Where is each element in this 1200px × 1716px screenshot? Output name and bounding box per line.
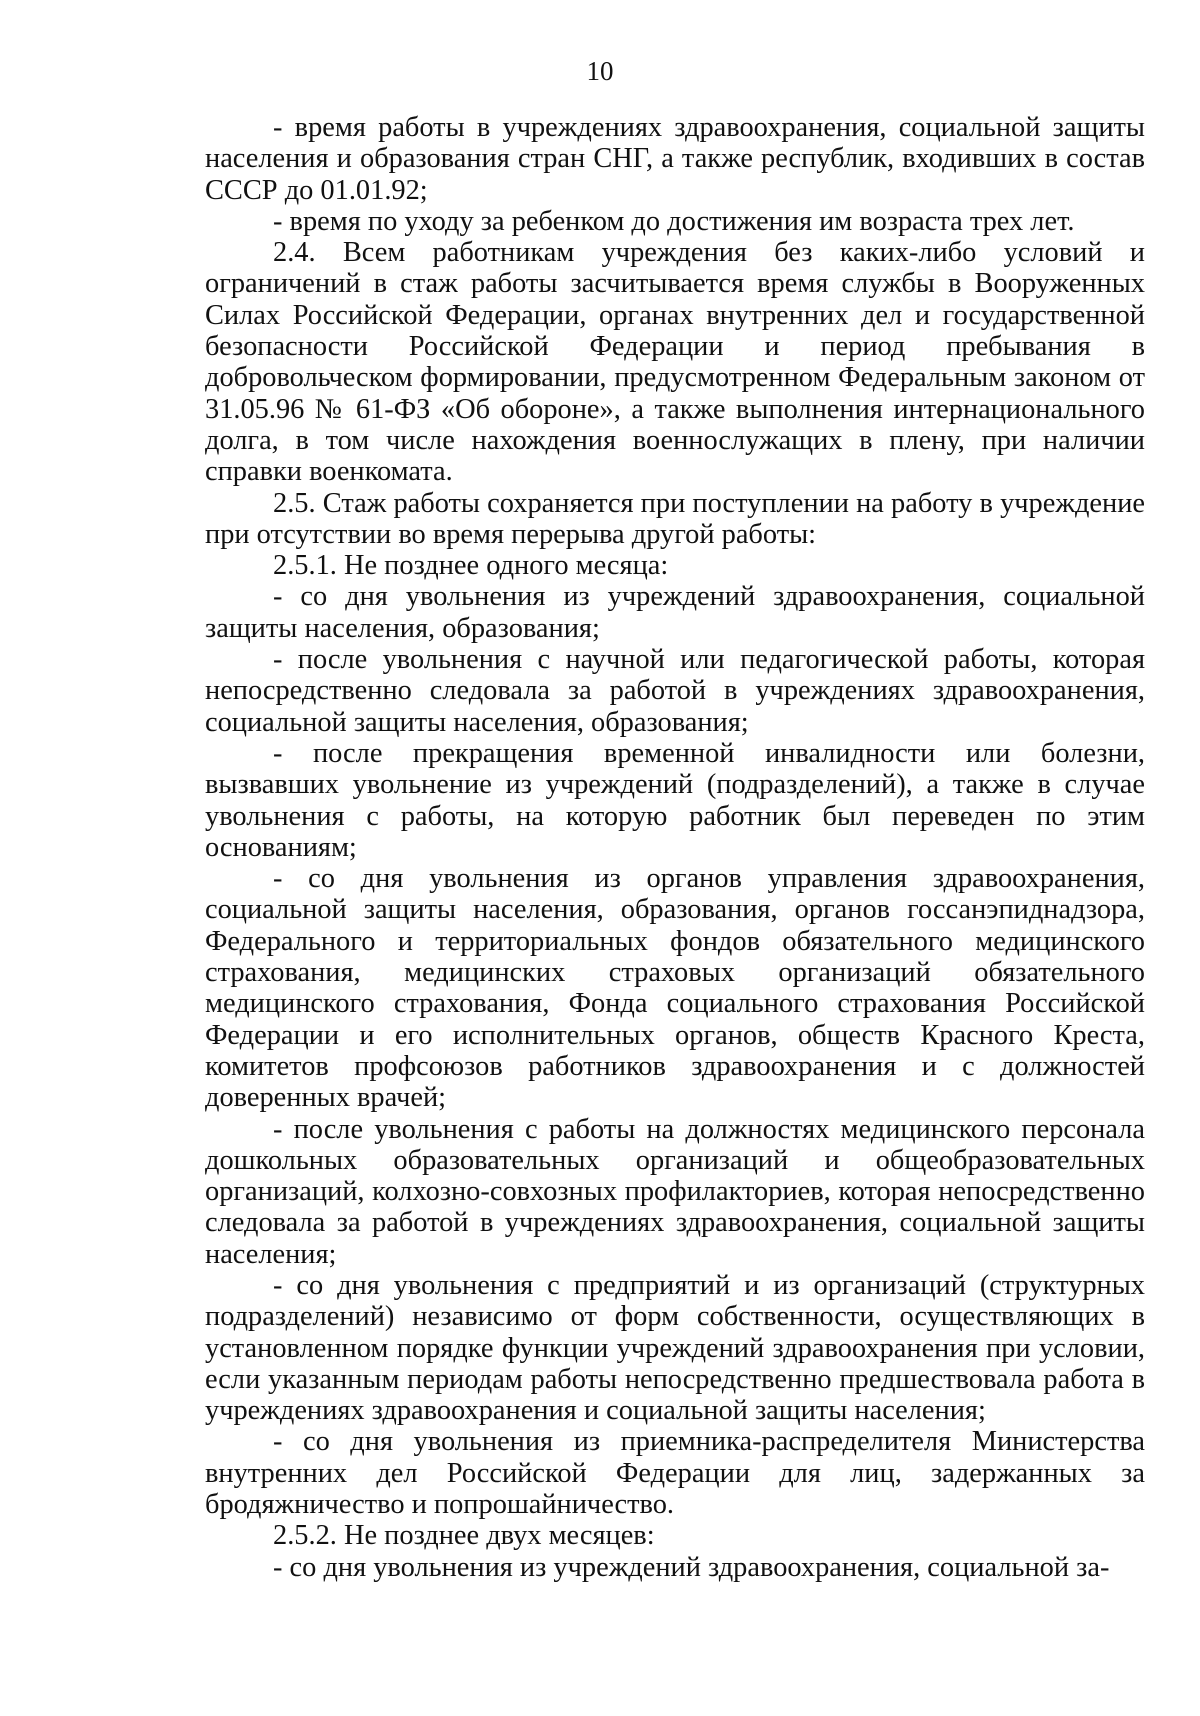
list-item-detention-center: - со дня увольнения из приемника-распределителя Министерства внутренних дел Российской Федерации для лиц, задержанных за бродяжничество и попрошайничество. [205, 1426, 1145, 1521]
paragraph-cis-work-time: - время работы в учреждениях здравоохранения, социальной защиты населения и образования стран СНГ, а также республик, входивших в состав СССР до 01.01.92; [205, 112, 1145, 206]
paragraph-2-5-2: 2.5.2. Не позднее двух месяцев: [273, 1520, 655, 1552]
list-item-disability: - после прекращения временной инвалидности или болезни, вызвавших увольнение из учреждений (подразделений), а также в случае увольнения с работы, на которую работник был переведен по этим основаниям; [205, 737, 1145, 863]
page-number: 10 [586, 56, 614, 86]
list-item-healthcare-dismissal: - со дня увольнения из учреждений здравоохранения, социальной защиты населения, образования; [205, 581, 1145, 644]
list-item-two-months: - со дня увольнения из учреждений здравоохранения, социальной за- [273, 1551, 1110, 1583]
document-body [205, 112, 1145, 1583]
paragraph-2-5: 2.5. Стаж работы сохраняется при поступлении на работу в учреждение при отсутствии во время перерыва другой работы: [205, 487, 1145, 550]
list-item-enterprises: - со дня увольнения с предприятий и из организаций (структурных подразделений) независимо от форм собственности, осуществляющих в установленном порядке функции учреждений здравоохранения при условии, если указанным периодам работы непосредственно предшествовала работа в учреждениях здравоохранения и социальной защиты населения; [205, 1269, 1145, 1427]
list-item-scientific-work: - после увольнения с научной или педагогической работы, которая непосредственно следовала за работой в учреждениях здравоохранения, социальной защиты населения, образования; [205, 644, 1145, 738]
list-item-medical-staff: - после увольнения с работы на должностях медицинского персонала дошкольных образовательных организаций и общеобразовательных организаций, колхозно-совхозных профилакториев, которая непосредственно следовала за работой в учреждениях здравоохранения, социальной защиты населения; [205, 1113, 1145, 1270]
paragraph-2-4: 2.4. Всем работникам учреждения без каких-либо условий и ограничений в стаж работы засчитывается время службы в Вооруженных Силах Российской Федерации, органах внутренних дел и государственной безопасности Российской Федерации и период пребывания в добровольческом формировании, предусмотренном Федеральным законом от 31.05.96 № 61-ФЗ «Об обороне», а также выполнения интернационального долга, в том числе нахождения военнослужащих в плену, при наличии справки военкомата. [205, 237, 1145, 488]
list-item-management-bodies: - со дня увольнения из органов управления здравоохранения, социальной защиты населения, образования, органов госсанэпиднадзора, Федерального и территориальных фондов обязательного медицинского страхования, медицинских страховых организаций обязательного медицинского страхования, Фонда социального страхования Российской Федерации и его исполнительных органов, обществ Красного Креста, комитетов профсоюзов работников здравоохранения и с должностей доверенных врачей; [205, 863, 1145, 1114]
paragraph-2-5-1: 2.5.1. Не позднее одного месяца: [273, 550, 669, 582]
paragraph-childcare-time: - время по уходу за ребенком до достижения им возраста трех лет. [273, 205, 1075, 237]
